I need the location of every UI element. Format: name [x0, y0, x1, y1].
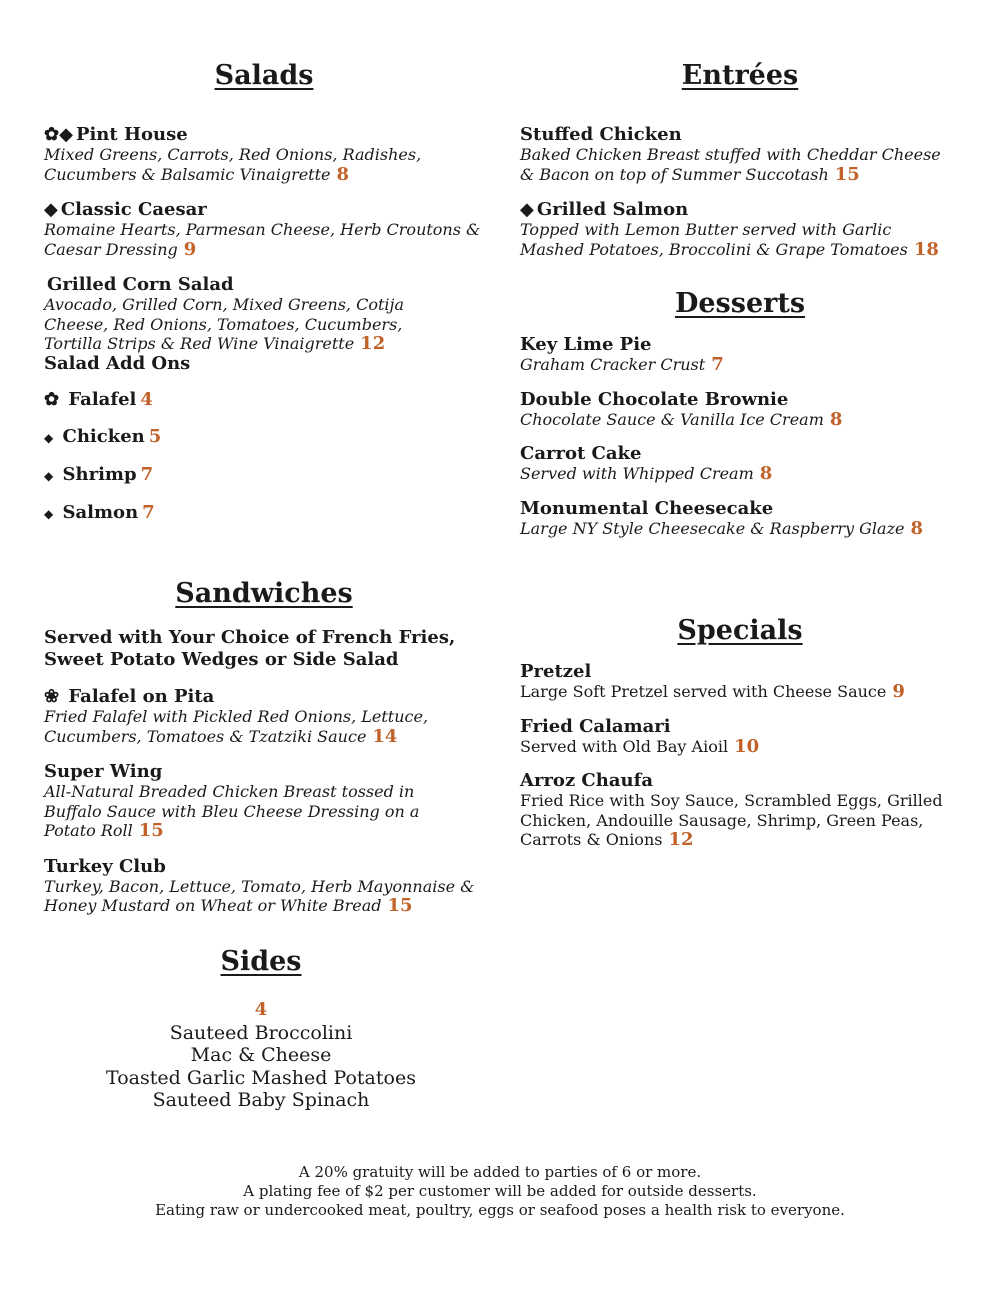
plating-fee-note: A plating fee of $2 per customer will be added for outside desserts.: [243, 1182, 757, 1200]
menu-item: [44, 275, 484, 354]
item-name: Arroz Chaufa: [520, 770, 653, 791]
item-desc: Mixed Greens, Carrots, Red Onions, Radishes, Cucumbers & Balsamic Vinaigrette: [44, 145, 422, 184]
item-name: Pint House: [75, 124, 188, 145]
item-price: 8: [336, 163, 350, 185]
sides-section: [44, 946, 478, 1112]
item-price: 9: [892, 681, 905, 702]
addon-item: ◆ Salmon 7: [44, 501, 155, 523]
sandwiches-title: Sandwiches: [175, 578, 353, 609]
specials-title: Specials: [677, 615, 803, 646]
item-desc: Served with Whipped Cream: [520, 464, 754, 483]
menu-item: [44, 857, 484, 916]
item-price: 10: [734, 735, 760, 757]
item-name: Key Lime Pie: [520, 334, 652, 355]
diamond-icon: ◆: [520, 199, 534, 220]
sandwich-note: Served with Your Choice of French Fries, Sweet Potato Wedges or Side Salad: [44, 627, 456, 670]
item-desc: Served with Old Bay Aioil: [520, 736, 729, 756]
item-name: Turkey Club: [44, 855, 166, 877]
item-name: Grilled Corn Salad: [47, 274, 234, 295]
item-name: Double Chocolate Brownie: [520, 388, 789, 410]
menu-item: [520, 200, 960, 259]
item-price: 9: [183, 238, 197, 260]
menu-item: [520, 390, 960, 430]
item-desc: Fried Rice with Soy Sauce, Scrambled Eggs, Grilled Chicken, Andouille Sausage, Shrimp, Green Peas, Carrots & Onions: [520, 791, 943, 849]
item-desc: Graham Cracker Crust: [520, 355, 706, 374]
side-item: Mac & Cheese: [190, 1044, 332, 1066]
addon-item: ✿ Falafel 4: [44, 388, 153, 410]
item-desc: Topped with Lemon Butter served with Garlic Mashed Potatoes, Broccolini & Grape Tomatoes: [520, 220, 908, 259]
flower-icon: ❀: [44, 686, 60, 707]
salad-symbols: ◆: [44, 199, 58, 220]
diamond-icon: ◆: [44, 430, 54, 445]
item-price: 8: [759, 463, 773, 484]
item-name: Stuffed Chicken: [520, 124, 682, 145]
item-price: 15: [387, 895, 413, 916]
salad-symbols: ✿◆: [44, 124, 73, 145]
item-name: Monumental Cheesecake: [520, 497, 774, 519]
item-price: 8: [910, 517, 924, 539]
item-name: Pretzel: [520, 661, 592, 682]
menu-item: [44, 687, 484, 746]
item-price: 12: [668, 829, 694, 850]
sandwiches-section: [44, 578, 484, 932]
item-desc: All-Natural Breaded Chicken Breast tossed in Buffalo Sauce with Bleu Cheese Dressing on a Potato Roll: [44, 782, 420, 840]
sides-title: Sides: [220, 946, 302, 977]
sides-list: [44, 999, 478, 1112]
item-desc: Large NY Style Cheesecake & Raspberry Glaze: [520, 518, 905, 538]
item-desc: Fried Falafel with Pickled Red Onions, Lettuce, Cucumbers, Tomatoes & Tzatziki Sauce: [44, 707, 429, 746]
salads-title: Salads: [214, 60, 314, 91]
menu-item: [520, 662, 960, 702]
desserts-section: [520, 288, 960, 554]
side-item: Sauteed Broccolini: [169, 1021, 353, 1044]
health-warning: Eating raw or undercooked meat, poultry, eggs or seafood poses a health risk to everyone.: [155, 1201, 845, 1219]
menu-item: [520, 335, 960, 375]
menu-item: [520, 444, 960, 484]
item-price: 18: [913, 238, 939, 260]
gratuity-note: A 20% gratuity will be added to parties of 6 or more.: [298, 1163, 702, 1181]
menu-item: [520, 771, 960, 850]
salads-section: [44, 60, 484, 541]
flower-icon: ✿: [44, 388, 60, 410]
item-desc: Romaine Hearts, Parmesan Cheese, Herb Croutons & Caesar Dressing: [44, 220, 481, 259]
item-price: 12: [360, 333, 386, 354]
footer-notes: [0, 1163, 1000, 1220]
item-price: 14: [372, 725, 398, 747]
item-price: 15: [138, 820, 164, 841]
side-item: Toasted Garlic Mashed Potatoes: [106, 1066, 416, 1089]
addon-item: ◆ Chicken 5: [44, 425, 162, 447]
diamond-icon: ◆: [44, 468, 54, 483]
menu-item: [520, 125, 960, 184]
item-name: Super Wing: [44, 761, 163, 782]
diamond-icon: ◆: [44, 506, 54, 521]
menu-item: [44, 125, 484, 184]
side-item: Sauteed Baby Spinach: [152, 1089, 370, 1111]
item-price: 7: [711, 354, 724, 375]
item-desc: Chocolate Sauce & Vanilla Ice Cream: [520, 409, 824, 429]
item-name: Fried Calamari: [520, 715, 671, 737]
item-name: Falafel on Pita: [68, 686, 215, 707]
menu-item: [520, 499, 960, 539]
item-name: Grilled Salmon: [536, 199, 689, 220]
item-desc: Turkey, Bacon, Lettuce, Tomato, Herb Mayonnaise & Honey Mustard on Wheat or White Bread: [44, 876, 475, 915]
addon-item: ◆ Shrimp 7: [44, 463, 154, 485]
item-name: Carrot Cake: [520, 443, 642, 464]
desserts-title: Desserts: [674, 288, 806, 319]
item-price: 8: [829, 408, 843, 430]
menu-item: [44, 200, 484, 259]
menu-item: [44, 762, 484, 841]
item-name: Classic Caesar: [60, 199, 207, 220]
entrees-title: Entrées: [681, 60, 799, 91]
item-price: 15: [834, 163, 860, 185]
item-desc: Large Soft Pretzel served with Cheese Sauce: [520, 682, 887, 701]
item-desc: Baked Chicken Breast stuffed with Cheddar Cheese & Bacon on top of Summer Succotash: [520, 145, 941, 184]
item-desc: Avocado, Grilled Corn, Mixed Greens, Cotija Cheese, Red Onions, Tomatoes, Cucumbers, Tortilla Strips & Red Wine Vinaigrette: [44, 295, 404, 353]
specials-section: [520, 615, 960, 866]
sides-price: 4: [254, 999, 268, 1020]
menu-item: [520, 717, 960, 757]
addons-title: Salad Add Ons: [44, 352, 191, 374]
entrees-section: [520, 60, 960, 275]
